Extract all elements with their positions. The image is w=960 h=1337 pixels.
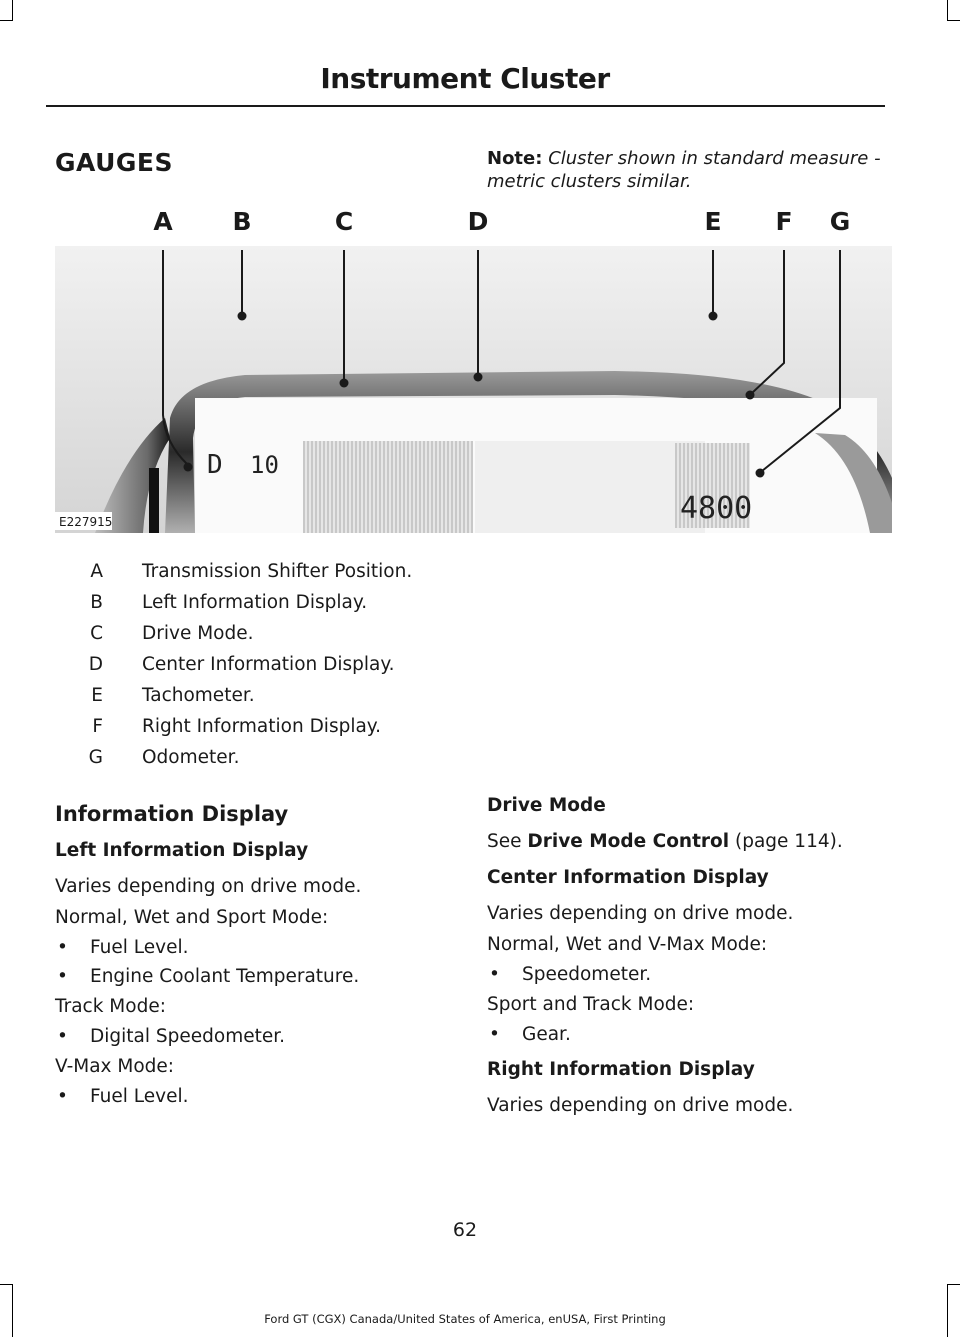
list-item-text: Engine Coolant Temperature.	[90, 966, 360, 987]
list-item-text: Digital Speedometer.	[90, 1026, 286, 1047]
callout-a: A	[153, 207, 173, 236]
legend-desc: Right Information Display.	[142, 716, 382, 737]
callout-legend	[55, 556, 475, 773]
legend-row	[55, 556, 475, 587]
right-info-display-heading: Right Information Display	[487, 1059, 755, 1080]
paragraph: Varies depending on drive mode.	[487, 903, 794, 924]
legend-row	[55, 680, 475, 711]
crop-mark	[947, 20, 960, 21]
legend-key: A	[90, 561, 103, 582]
legend-row	[55, 618, 475, 649]
crop-mark	[12, 0, 13, 20]
list-item	[55, 966, 455, 987]
callout-f: F	[775, 207, 793, 236]
callout-d: D	[467, 207, 489, 236]
mode-label: Track Mode:	[55, 996, 166, 1017]
information-display-heading: Information Display	[55, 802, 289, 826]
section-title: GAUGES	[55, 148, 174, 177]
instrument-cluster-figure	[55, 203, 892, 533]
bullet-icon: •	[57, 1026, 68, 1047]
mode-label: V-Max Mode:	[55, 1056, 175, 1077]
pillar-shadow	[149, 468, 159, 533]
list-item-text: Fuel Level.	[90, 1086, 189, 1107]
note-label: Note:	[487, 148, 543, 169]
list-item-text: Gear.	[522, 1024, 571, 1045]
note-text: Cluster shown in standard measure - metric clusters similar.	[487, 148, 881, 192]
list-item-text: Fuel Level.	[90, 937, 189, 958]
legend-desc: Transmission Shifter Position.	[142, 561, 413, 582]
legend-key: G	[88, 747, 103, 768]
page-title: Instrument Cluster	[320, 62, 610, 95]
callout-b: B	[232, 207, 252, 236]
legend-desc: Left Information Display.	[142, 592, 368, 613]
crop-mark	[0, 1284, 13, 1285]
crop-mark	[0, 20, 13, 21]
legend-row	[55, 587, 475, 618]
see-prefix: See	[487, 831, 522, 852]
list-item	[55, 1086, 455, 1107]
mode-label: Sport and Track Mode:	[487, 994, 695, 1015]
image-id: E227915	[59, 515, 113, 529]
left-info-display-heading: Left Information Display	[55, 840, 309, 861]
center-display-pattern	[303, 441, 473, 533]
footer: Ford GT (CGX) Canada/United States of America, enUSA, First Printing	[264, 1312, 666, 1326]
odometer-readout: 4800	[680, 491, 753, 526]
header-divider	[46, 105, 885, 107]
bullet-icon: •	[57, 1086, 68, 1107]
legend-row	[55, 742, 475, 773]
legend-desc: Odometer.	[142, 747, 240, 768]
crop-mark	[947, 1284, 960, 1285]
list-item	[487, 1024, 887, 1045]
callout-g: G	[829, 207, 851, 236]
list-item	[487, 964, 887, 985]
legend-row	[55, 711, 475, 742]
drive-mode-control-link[interactable]: Drive Mode Control	[527, 831, 730, 852]
callout-c: C	[334, 207, 354, 236]
cluster-illustration	[55, 203, 892, 533]
left-display-readout: 10	[250, 451, 279, 479]
callout-e: E	[704, 207, 722, 236]
bullet-icon: •	[57, 966, 68, 987]
list-item-text: Speedometer.	[522, 964, 652, 985]
shifter-readout: D	[207, 450, 223, 480]
crop-mark	[947, 0, 948, 20]
bullet-icon: •	[489, 964, 500, 985]
legend-desc: Drive Mode.	[142, 623, 254, 644]
legend-key: E	[91, 685, 103, 706]
crop-mark	[12, 1284, 13, 1337]
list-item	[55, 1026, 455, 1047]
legend-desc: Tachometer.	[142, 685, 255, 706]
paragraph: Varies depending on drive mode.	[487, 1095, 794, 1116]
legend-key: D	[88, 654, 103, 675]
right-column	[487, 795, 887, 1125]
legend-key: C	[90, 623, 103, 644]
page-reference: (page 114).	[735, 831, 843, 852]
legend-key: B	[90, 592, 103, 613]
mode-label: Normal, Wet and V-Max Mode:	[487, 934, 768, 955]
center-info-display-heading: Center Information Display	[487, 867, 769, 888]
cross-reference	[487, 830, 887, 853]
callout-letters	[153, 207, 850, 236]
drive-mode-heading: Drive Mode	[487, 795, 606, 816]
page-number: 62	[452, 1219, 478, 1241]
left-column	[55, 802, 455, 1115]
list-item	[55, 937, 455, 958]
legend-key: F	[92, 716, 103, 737]
bullet-icon: •	[57, 937, 68, 958]
legend-row	[55, 649, 475, 680]
mode-label: Normal, Wet and Sport Mode:	[55, 907, 329, 928]
paragraph: Varies depending on drive mode.	[55, 876, 362, 897]
legend-desc: Center Information Display.	[142, 654, 395, 675]
bullet-icon: •	[489, 1024, 500, 1045]
note	[487, 147, 887, 193]
crop-mark	[947, 1284, 948, 1337]
center-display-panel	[475, 441, 705, 533]
